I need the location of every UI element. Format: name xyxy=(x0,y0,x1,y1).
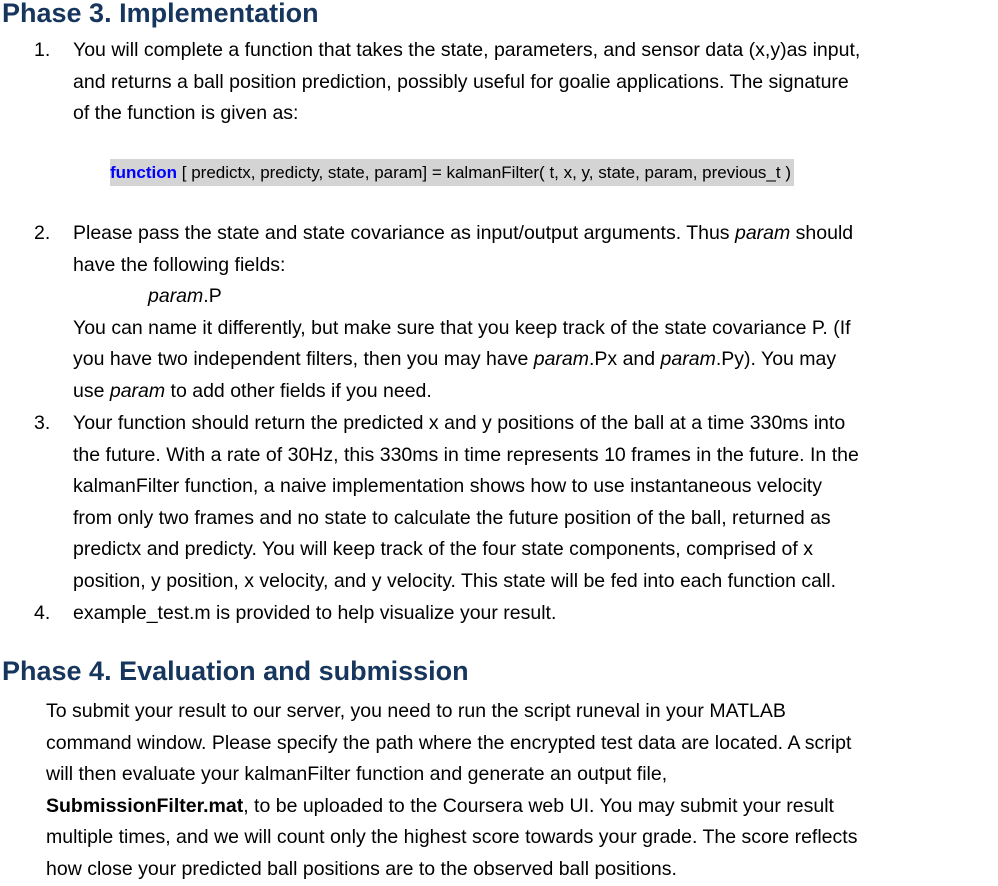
param-term: param xyxy=(660,348,716,371)
param-term: param xyxy=(734,222,791,244)
text-line: You can name it differently, but make sure that you keep track of the state covariance P. (If xyxy=(73,316,851,339)
text-line: will then evaluate your kalmanFilter function and generate an output file, xyxy=(46,763,668,786)
text-line: and returns a ball position prediction, possibly useful for goalie applications. The signature xyxy=(73,70,849,93)
code-keyword: function xyxy=(110,163,178,182)
param-term: param xyxy=(533,348,589,371)
text-line: the future. With a rate of 30Hz, this 330ms in time represents 10 frames in the future. In the xyxy=(73,443,859,466)
text-span: should xyxy=(790,222,854,244)
text-line: You will complete a function that takes the state, parameters, and sensor data (x,y)as input, xyxy=(73,39,861,61)
text-line: position, y position, x velocity, and y velocity. This state will be fed into each function call. xyxy=(73,569,837,592)
text-line: kalmanFilter function, a naive implementation shows how to use instantaneous velocity xyxy=(73,475,822,498)
text-line: have the following fields: xyxy=(73,253,286,276)
function-signature xyxy=(110,159,794,186)
text-span: Please pass the state and state covariance as input/output arguments. Thus xyxy=(73,222,735,244)
text-line xyxy=(73,344,998,376)
text-line: To submit your result to our server, you need to run the script runeval in your MATLAB xyxy=(46,700,786,722)
phase4-heading: Phase 4. Evaluation and submission xyxy=(2,656,469,686)
text-span: .Px and xyxy=(589,348,661,371)
text-line: of the function is given as: xyxy=(73,102,299,125)
filename: SubmissionFilter.mat xyxy=(46,794,244,817)
text-span: , to be uploaded to the Coursera web UI. You may submit your result xyxy=(243,794,834,817)
text-line: Your function should return the predicted x and y positions of the ball at a time 330ms into xyxy=(73,412,846,434)
list-number: 3. xyxy=(34,412,51,434)
list-number: 2. xyxy=(34,222,51,244)
text-span: you have two independent filters, then you may have xyxy=(73,348,534,371)
list-item-1 xyxy=(73,35,998,130)
list-item-2 xyxy=(73,218,998,408)
text-line: predictx and predicty. You will keep track of the four state components, comprised of x xyxy=(73,538,813,561)
param-term: param xyxy=(109,379,166,402)
field-line xyxy=(73,281,998,313)
list-number: 1. xyxy=(34,39,51,61)
text-line: from only two frames and no state to calculate the future position of the ball, returned as xyxy=(73,506,831,529)
text-line xyxy=(46,791,998,823)
code-text: [ predictx, predicty, state, param] = kalmanFilter( t, x, y, state, param, previous_t ) xyxy=(177,163,791,182)
text-line xyxy=(73,376,998,408)
text-span: .Py). You may xyxy=(715,348,837,371)
phase4-paragraph xyxy=(46,696,998,886)
list-item-4 xyxy=(73,598,998,630)
list-item-3 xyxy=(73,408,998,598)
text-line: example_test.m is provided to help visualize your result. xyxy=(73,602,557,624)
field-name: .P xyxy=(203,285,222,308)
text-line: multiple times, and we will count only the highest score towards your grade. The score reflects xyxy=(46,826,858,849)
text-span: use xyxy=(73,379,110,402)
text-line xyxy=(73,218,998,250)
phase3-heading: Phase 3. Implementation xyxy=(2,0,319,28)
param-term: param xyxy=(148,285,204,308)
list-number: 4. xyxy=(34,602,51,624)
text-line: how close your predicted ball positions are to the observed ball positions. xyxy=(46,857,677,880)
text-span: to add other fields if you need. xyxy=(165,379,432,402)
text-line: command window. Please specify the path where the encrypted test data are located. A script xyxy=(46,731,852,754)
